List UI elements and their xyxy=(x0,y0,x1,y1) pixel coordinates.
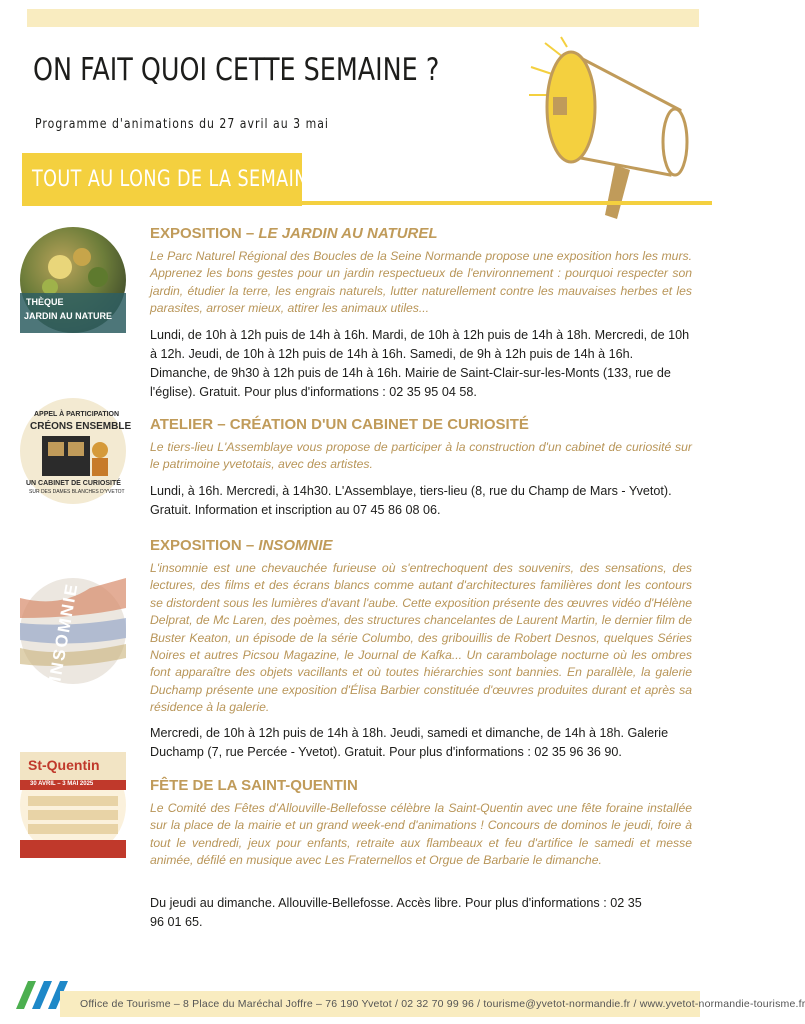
section-banner xyxy=(22,153,702,209)
image-caption: 30 AVRIL – 3 MAI 2025 xyxy=(30,781,94,787)
image-caption: JARDIN AU NATURE xyxy=(24,311,113,321)
event-type: FÊTE DE LA SAINT-QUENTIN xyxy=(150,777,358,794)
image-caption: UN CABINET DE CURIOSITÉ xyxy=(26,480,121,487)
footer-contact: Office de Tourisme – 8 Place du Maréchal Joffre – 76 190 Yvetot / 02 32 70 99 96 / tourisme@yvetot-normandie.fr / www.yvetot-normandie-tourisme.fr xyxy=(80,998,805,1010)
banner-label: TOUT AU LONG DE LA SEMAINE xyxy=(32,167,320,192)
top-decor-bar xyxy=(27,9,699,27)
event-image-saint-quentin xyxy=(20,752,126,858)
footer xyxy=(0,975,805,1024)
event-image-cabinet xyxy=(20,398,132,504)
event-name: LE JARDIN AU NATUREL xyxy=(258,225,438,242)
event-title-saint-quentin xyxy=(150,777,358,794)
event-description: Le Parc Naturel Régional des Boucles de la Seine Normande propose une exposition hors les murs. Apprenez les bons gestes pour un jardin respectueux de l'environnement : pourquoi respecter son jardin, étudier la terre, les engrais naturels, lutter naturellement contre les mauvaises herbes et les parasites, arroser mieux, attirer les animaux utiles... xyxy=(150,249,692,316)
page-title: ON FAIT QUOI CETTE SEMAINE ? xyxy=(33,52,440,88)
banner-underline xyxy=(22,201,712,205)
event-type: EXPOSITION – xyxy=(150,537,259,554)
image-caption: CRÉONS ENSEMBLE xyxy=(30,421,132,432)
event-title-cabinet xyxy=(150,416,529,433)
event-info: Du jeudi au dimanche. Allouville-Bellefosse. Accès libre. Pour plus d'informations : 02 35 96 01 65. xyxy=(150,896,642,929)
event-image-insomnie xyxy=(20,578,126,684)
event-info: Mercredi, de 10h à 12h puis de 14h à 18h. Jeudi, samedi et dimanche, de 14h à 18h. Galerie Duchamp (7, rue Percée - Yvetot). Gratuit. Pour plus d'informations : 02 35 96 36 90. xyxy=(150,726,669,759)
page-subtitle: Programme d'animations du 27 avril au 3 mai xyxy=(35,117,329,132)
event-image-jardin xyxy=(20,227,126,333)
event-description: L'insomnie est une chevauchée furieuse où s'entrechoquent des souvenirs, des sensations, des lectures, des films et des écrans blancs comme autant d'architectures familières dont les contours se distordent sous les lumières d'avant l'aube. Cette exposition présente des œuvres vidéo d'Hélène Delprat, de Mc Laren, des poèmes, des structures chancelantes de Laurent Martin, le dernier film de Buster Keaton, un épisode de la série Columbo, des gribouillis de Robert Desnos, quelques Séries Noires et autres Picsou Magazine, le Journal de Kafka... Un carambolage nocturne où les ombres font apparaître des objets vacillants et où toutes hiérarchies sont bannies. En parallèle, la galerie Duchamp présente une exposition d'Élisa Barbier constituée d'œuvres produites durant et après sa résidence à la galerie. xyxy=(150,561,692,715)
event-title-insomnie xyxy=(150,537,333,554)
image-caption: SUR DES DAMES BLANCHES D'YVETOT xyxy=(29,489,125,495)
event-name: INSOMNIE xyxy=(258,537,333,554)
event-title-jardin xyxy=(150,225,438,242)
image-caption: APPEL À PARTICIPATION xyxy=(34,411,120,418)
image-caption: INSOMNIE xyxy=(45,580,82,683)
event-info: Lundi, à 16h. Mercredi, à 14h30. L'Assemblaye, tiers-lieu (8, rue du Champ de Mars - Yvetot). Gratuit. Information et inscription au 07 45 86 08 06. xyxy=(150,484,672,517)
event-description: Le tiers-lieu L'Assemblaye vous propose de participer à la construction d'un cabinet de curiosité sur le patrimoine yvetotais, avec des artistes. xyxy=(150,440,692,472)
image-caption: St-Quentin xyxy=(28,757,100,773)
event-description: Le Comité des Fêtes d'Allouville-Bellefosse célèbre la Saint-Quentin avec une fête foraine installée sur la place de la mairie et un grand week-end d'animations ! Concours de dominos le jeudi, foire à tout le vendredi, jeux pour enfants, retraite aux flambeaux et feu d'artifice le samedi et messe animée, défilé en musique avec Les Fraternellos et Orgue de Barbarie le dimanche. xyxy=(150,801,692,868)
event-type: EXPOSITION – xyxy=(150,225,259,242)
image-caption: THÈQUE xyxy=(26,297,64,307)
event-info: Lundi, de 10h à 12h puis de 14h à 16h. Mardi, de 10h à 12h puis de 14h à 18h. Mercredi, de 10h à 12h. Jeudi, de 10h à 12h puis de 14h à 16h. Samedi, de 9h à 12h puis de 14h à 16h. Dimanche, de 9h30 à 12h puis de 14h à 16h. Mairie de Saint-Clair-sur-les-Monts (133, rue de l'église). Gratuit. Pour plus d'informations : 02 35 95 04 58. xyxy=(150,328,690,399)
event-type: ATELIER – CRÉATION D'UN CABINET DE CURIOSITÉ xyxy=(150,416,529,433)
